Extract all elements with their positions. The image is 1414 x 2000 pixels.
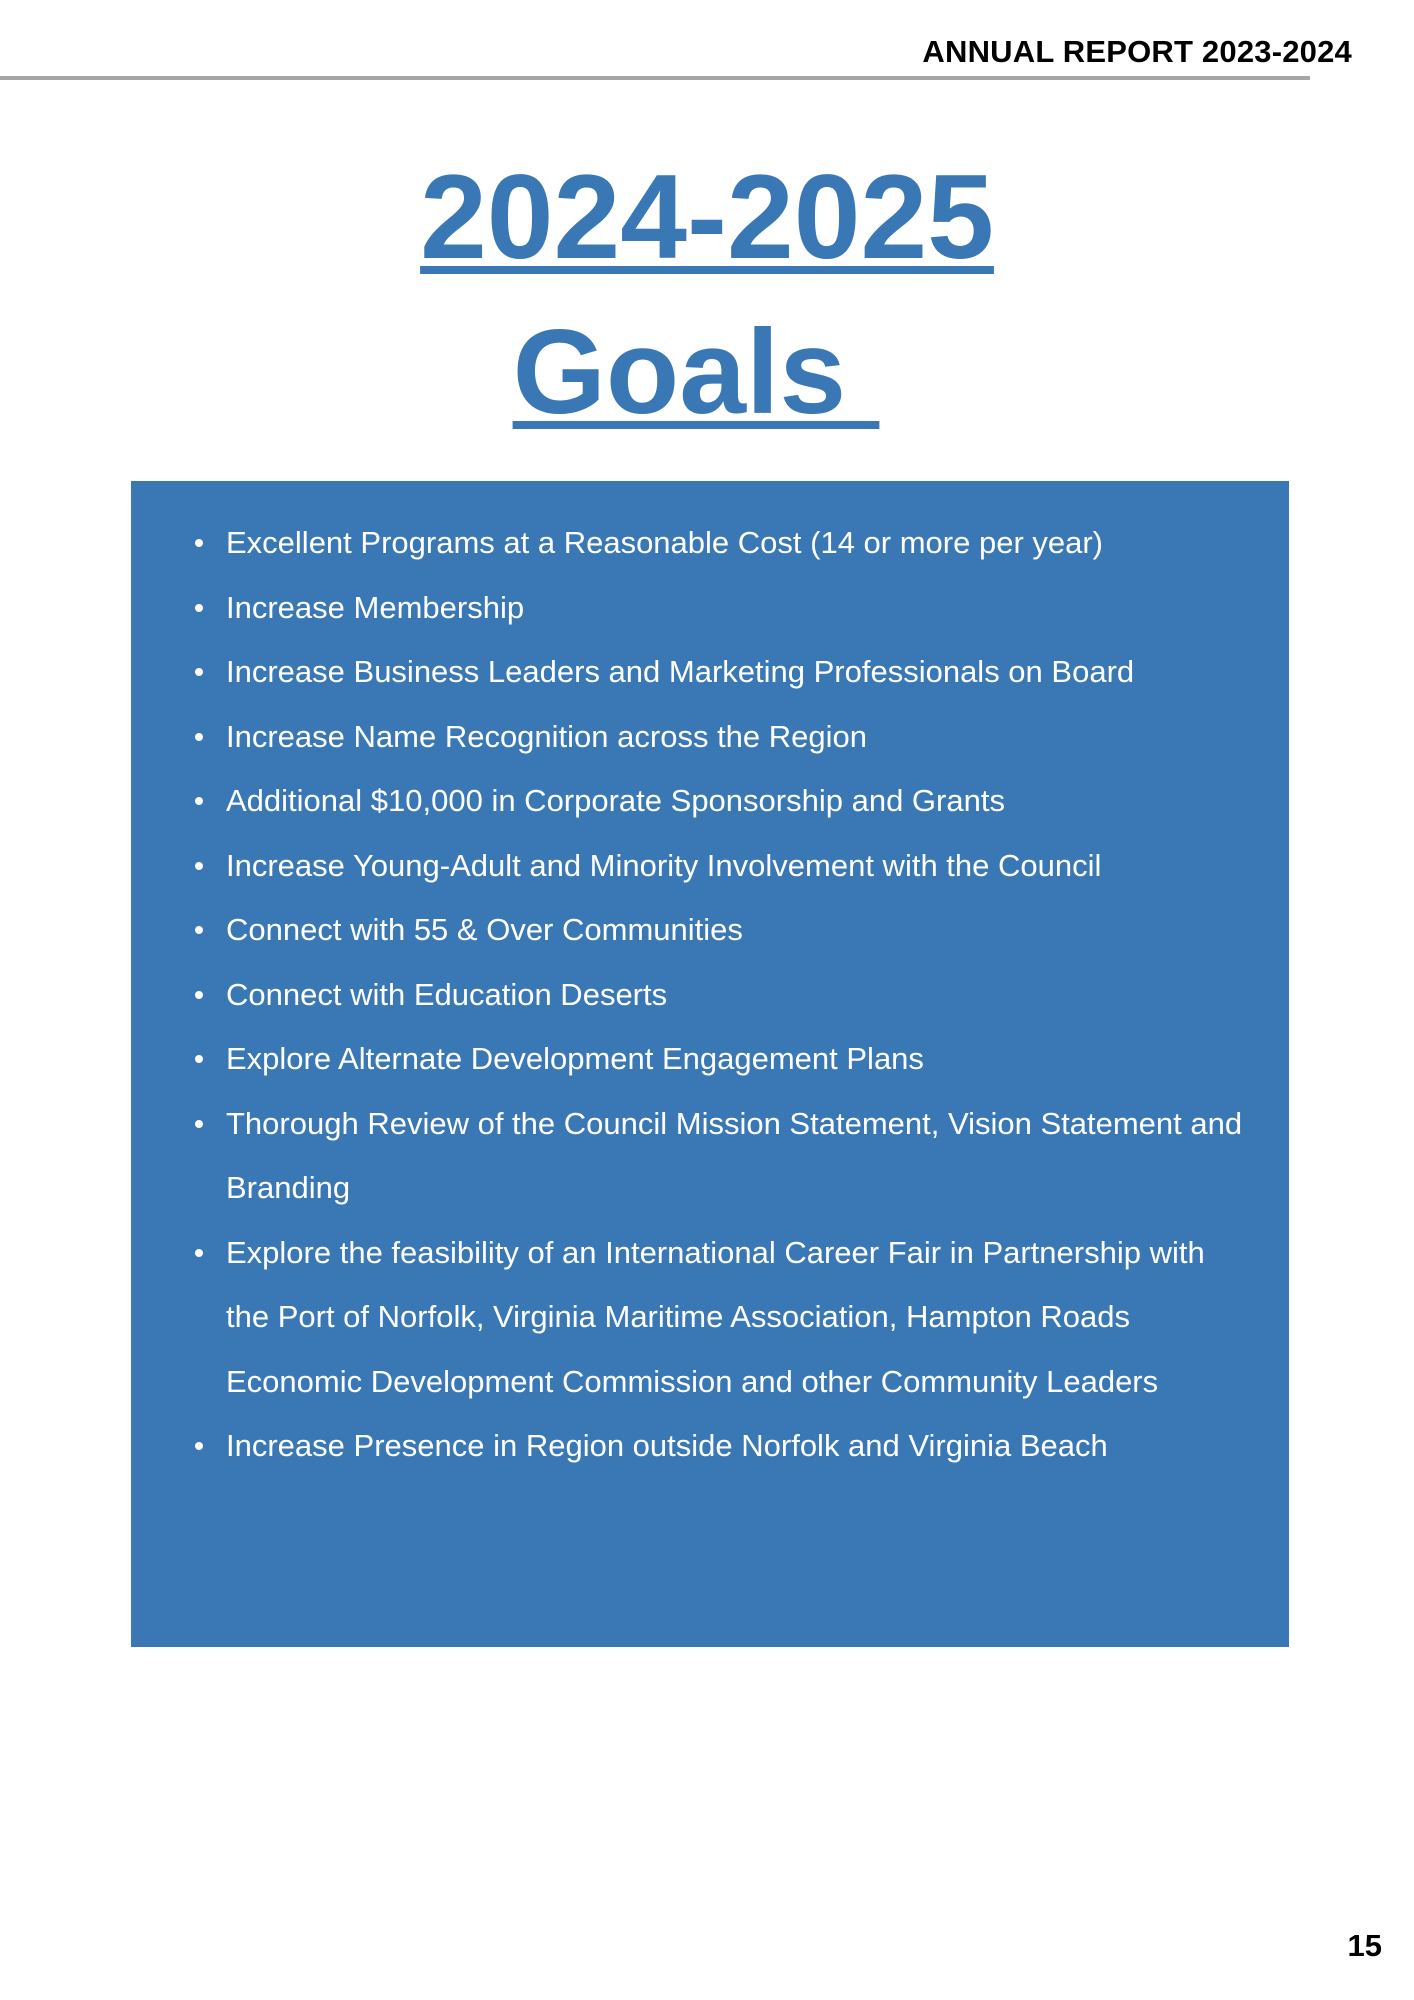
goal-item — [131, 705, 1289, 770]
goal-item — [131, 898, 1289, 963]
goal-text: Excellent Programs at a Reasonable Cost (14 or more per year) — [226, 525, 1104, 560]
page-title-goals: Goals — [512, 305, 880, 439]
goal-text: Explore Alternate Development Engagement Plans — [226, 1041, 924, 1076]
bullet-icon — [195, 797, 203, 805]
goal-text: Increase Name Recognition across the Region — [226, 718, 868, 754]
goal-text: Increase Young-Adult and Minority Involvement with the Council — [226, 847, 1102, 883]
goal-text: Increase Business Leaders and Marketing Professionals on Board — [226, 654, 1135, 689]
goal-text: Increase Membership — [226, 589, 525, 625]
goal-text: Increase Presence in Region outside Norfolk and Virginia Beach — [226, 1428, 1108, 1463]
goal-text: Additional $10,000 in Corporate Sponsorship and Grants — [226, 783, 1005, 818]
bullet-icon — [195, 668, 203, 676]
bullet-icon — [195, 862, 203, 870]
report-header-title: ANNUAL REPORT 2023-2024 — [922, 34, 1352, 69]
goal-item — [131, 640, 1289, 705]
page-number: 15 — [1347, 1928, 1382, 1963]
bullet-icon — [195, 1442, 203, 1450]
header-divider — [0, 76, 1310, 80]
goal-item — [131, 576, 1289, 641]
page-title-year-range: 2024-2025 — [420, 150, 994, 284]
goal-item — [131, 1092, 1289, 1221]
bullet-icon — [195, 1120, 203, 1128]
goal-item — [131, 1414, 1289, 1479]
goals-list — [131, 511, 1289, 1479]
goal-item — [131, 769, 1289, 834]
bullet-icon — [195, 604, 203, 612]
bullet-icon — [195, 926, 203, 934]
goal-item — [131, 1221, 1289, 1415]
goal-text: Thorough Review of the Council Mission Statement, Vision Statement and Branding — [226, 1105, 1243, 1205]
goal-item — [131, 1027, 1289, 1092]
goal-text: Explore the feasibility of an International Career Fair in Partnership with the Port of Norfolk, Virginia Maritime Association, Hampton Roads Economic Development Commission and other Community Leaders — [226, 1234, 1205, 1399]
goal-item — [131, 511, 1289, 576]
bullet-icon — [195, 1055, 203, 1063]
bullet-icon — [195, 539, 203, 547]
goal-text: Connect with 55 & Over Communities — [226, 912, 743, 947]
goals-panel — [131, 481, 1289, 1647]
page-title — [0, 140, 1414, 450]
goal-item — [131, 834, 1289, 899]
bullet-icon — [195, 991, 203, 999]
goal-item — [131, 963, 1289, 1028]
bullet-icon — [195, 1249, 203, 1257]
goal-text: Connect with Education Deserts — [226, 976, 668, 1012]
bullet-icon — [195, 733, 203, 741]
